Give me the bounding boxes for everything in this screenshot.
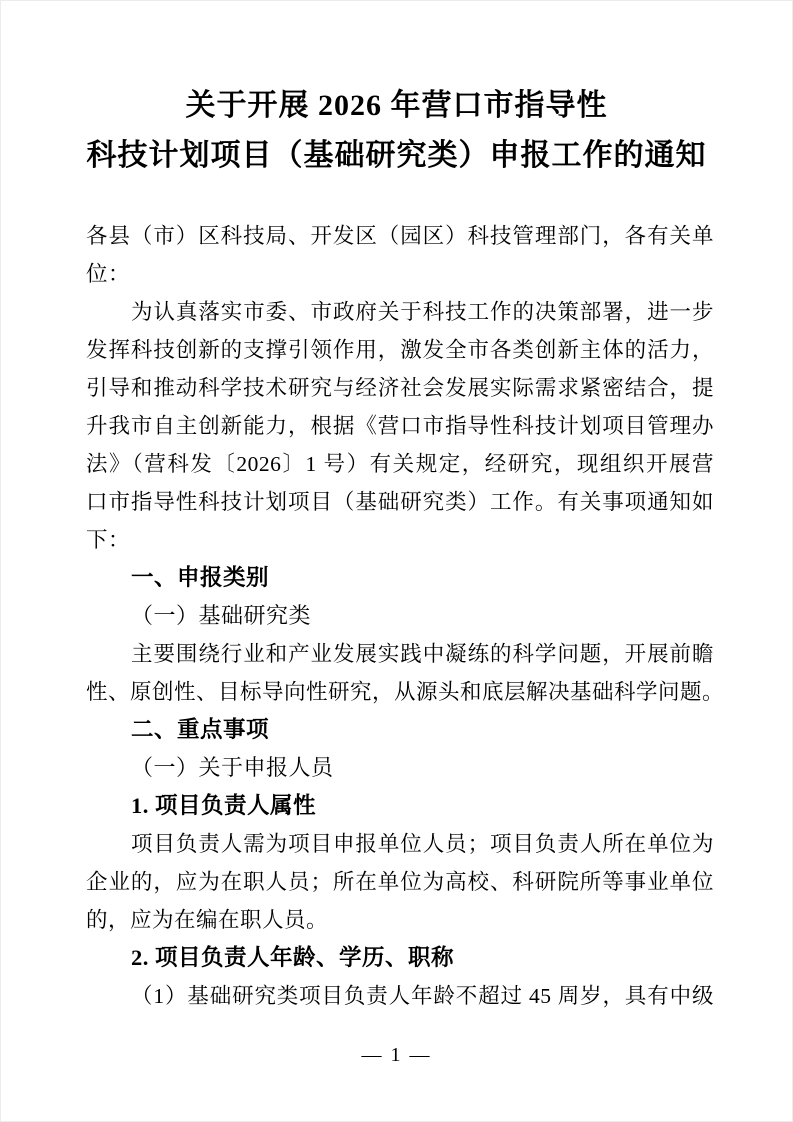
document-line: 口市指导性科技计划项目（基础研究类）工作。有关事项通知如 bbox=[86, 490, 714, 514]
document-title bbox=[1, 81, 792, 181]
document-line: 位： bbox=[86, 262, 131, 286]
document-line: 引导和推动科学技术研究与经济社会发展实际需求紧密结合，提 bbox=[86, 376, 714, 400]
title-line-1: 关于开展 2026 年营口市指导性 bbox=[185, 89, 608, 122]
page-number bbox=[1, 1041, 792, 1069]
document-line: （1）基础研究类项目负责人年龄不超过 45 周岁，具有中级 bbox=[131, 984, 714, 1008]
document-line: 性、原创性、目标导向性研究，从源头和底层解决基础科学问题。 bbox=[86, 680, 725, 704]
document-line: 法》（营科发〔2026〕1 号）有关规定，经研究，现组织开展营 bbox=[86, 452, 714, 476]
document-line: 发挥科技创新的支撑引领作用，激发全市各类创新主体的活力， bbox=[86, 338, 714, 362]
document-line: 的，应为在编在职人员。 bbox=[86, 908, 329, 932]
subsection-heading: （一）基础研究类 bbox=[131, 603, 312, 628]
numbered-heading: 1. 项目负责人属性 bbox=[131, 793, 317, 818]
page-number-label: — 1 — bbox=[361, 1044, 432, 1066]
document-line: 项目负责人需为项目申报单位人员；项目负责人所在单位为 bbox=[131, 832, 714, 856]
section-heading: 二、重点事项 bbox=[131, 717, 270, 742]
document-line: 各县（市）区科技局、开发区（园区）科技管理部门，各有关单 bbox=[86, 224, 714, 248]
document-line: 升我市自主创新能力，根据《营口市指导性科技计划项目管理办 bbox=[86, 414, 714, 438]
document-line: 下： bbox=[86, 528, 131, 552]
subsection-heading: （一）关于申报人员 bbox=[131, 755, 334, 780]
document-body bbox=[86, 217, 725, 1015]
numbered-heading: 2. 项目负责人年龄、学历、职称 bbox=[131, 945, 455, 970]
title-line-2: 科技计划项目（基础研究类）申报工作的通知 bbox=[86, 139, 707, 172]
document-line: 主要围绕行业和产业发展实践中凝练的科学问题，开展前瞻 bbox=[131, 642, 714, 666]
document-line: 为认真落实市委、市政府关于科技工作的决策部署，进一步 bbox=[131, 300, 714, 324]
section-heading: 一、申报类别 bbox=[131, 565, 270, 590]
document-line: 企业的，应为在职人员；所在单位为高校、科研院所等事业单位 bbox=[86, 870, 714, 894]
